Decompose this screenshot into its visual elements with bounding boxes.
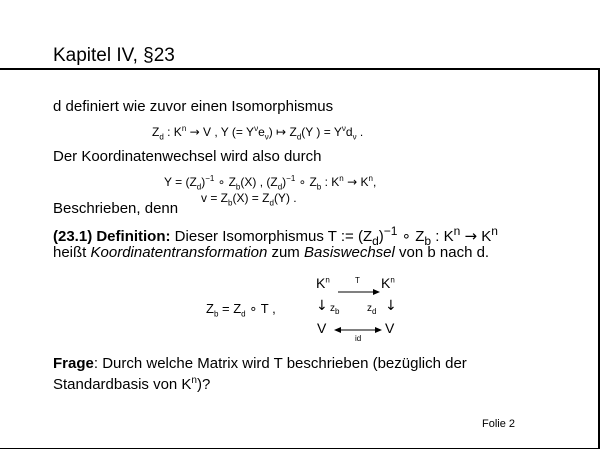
line5-pre: heißt [53,244,91,261]
slide-number: Folie 2 [482,418,516,430]
eq2-x: (X) , (Z [240,175,278,189]
def-sup: −1 [383,224,398,238]
diagram-zb [330,303,339,316]
eq1-sub-nu: ν [264,132,269,142]
eq2-sup2: −1 [286,174,296,183]
eq1-e: e [258,125,265,139]
line5-mid: zum [267,244,304,261]
text-line-2: Der Koordinatenwechsel wird also durch [53,148,322,165]
eq2-sub-d: d [196,182,202,192]
eq1-sub-d: d [159,132,164,142]
diag-eq-d: d [241,309,246,319]
eq1-sup-n: n [181,124,187,133]
def-op: ∘ Z [401,228,425,245]
eq3-v: v = Z [201,191,229,205]
diag-zd: z [367,303,372,314]
eq1-sub-nu2: ν [352,132,357,142]
eq1-mapsto: ↦ [276,125,287,139]
diag-n-left: n [325,275,330,285]
equation-isomorphism [152,124,363,141]
line5-term: Koordinatentransformation [90,244,268,261]
eq1-d: d [345,125,353,139]
eq1-sup-nu: ν [254,124,259,133]
eq1-tail: (Y ) = Y [301,125,342,139]
line5-post: von b nach d. [394,244,490,261]
definition-label: (23.1) Definition: [53,228,171,245]
diagram-id-label: id [355,334,362,343]
def-map: : K [435,228,454,245]
diagram-down-right: ↓ [385,298,397,314]
question-label: Frage [53,355,94,372]
eq1-rest: V , Y (= Y [203,125,255,139]
diagram-v-left: V [317,320,327,336]
equation-coordinate-change [164,174,376,191]
diag-eq-tail: ∘ T , [245,301,276,316]
eq2-k: K [360,175,369,189]
diag-k-left: K [316,275,326,291]
eq2-comma: , [372,175,377,189]
eq2-tail: ∘ Z [298,175,317,189]
def-sub-d: d [372,234,379,248]
equation-v [201,191,297,207]
eq1-sub-d2: d [296,132,302,142]
diag-eq-mid: = Z [218,301,242,316]
eq1-close: ) [268,125,273,139]
diag-zb: z [330,303,335,314]
question-line-2 [53,375,210,393]
eq2-close: ) [282,175,287,189]
question-sup: n [191,375,197,386]
def-sub-b: b [424,234,432,248]
eq3-sub-d: d [269,198,274,208]
eq2-left: Y = (Z [164,175,197,189]
question-line2b: )? [196,376,211,393]
question-text: : Durch welche Matrix wird T beschrieben (bezüglich der [93,355,467,372]
eq2-rest: ∘ Z [217,175,236,189]
eq2-sub-b2: b [316,182,322,192]
question-line2a: Standardbasis von K [53,376,192,393]
line5-term2: Basiswechsel [303,244,395,261]
page-title: Kapitel IV, §23 [53,45,175,66]
eq2-arrow: → [347,175,358,189]
def-k: K [481,228,492,245]
diag-n-right: n [390,275,395,285]
def-sup-n: n [453,224,461,238]
diagram-t-label: T [355,276,360,285]
def-close: ) [378,228,384,245]
diagram-zd [367,303,376,316]
eq3-sub-b: b [228,198,233,208]
eq3-y: (Y) . [273,191,297,205]
text-line-5 [53,244,489,261]
diagram-down-left: ↓ [316,298,328,314]
text-line-3: Beschrieben, denn [53,200,179,217]
eq2-map: : K [324,175,340,189]
eq1-z: Z [152,125,160,139]
def-arrow: → [464,227,478,245]
diagram-k-left [316,275,330,291]
diag-k-right: K [381,275,391,291]
diag-zb-sub: b [335,307,340,316]
title-rule [0,68,600,70]
diagram-v-right: V [385,320,395,336]
eq3-x: (X) = Z [232,191,270,205]
eq1-arrow: → [189,125,200,139]
frame-bottom-border [0,448,600,449]
eq1-right: Z [289,125,297,139]
diagram-equation [206,301,276,319]
eq1-period: . [359,125,364,139]
eq2-sub-d2: d [277,182,283,192]
eq2-sub-b: b [235,182,241,192]
definition-text: Dieser Isomorphismus T := (Z [170,228,373,245]
diag-zd-sub: d [372,307,377,316]
eq1-colon: : K [167,125,182,139]
question-line-1 [53,355,467,372]
eq2-mid: ) [201,175,206,189]
eq2-sup-n: n [339,174,344,183]
diag-eq-b: b [213,309,219,319]
eq2-sup-n2: n [368,174,373,183]
eq1-sup-nu2: ν [341,124,346,133]
diagram-k-right [381,275,395,291]
eq2-sup: −1 [205,174,215,183]
def-sup-n2: n [491,224,498,238]
text-line-1: d definiert wie zuvor einen Isomorphismus [53,98,334,115]
diag-eq-left: Z [206,301,214,316]
